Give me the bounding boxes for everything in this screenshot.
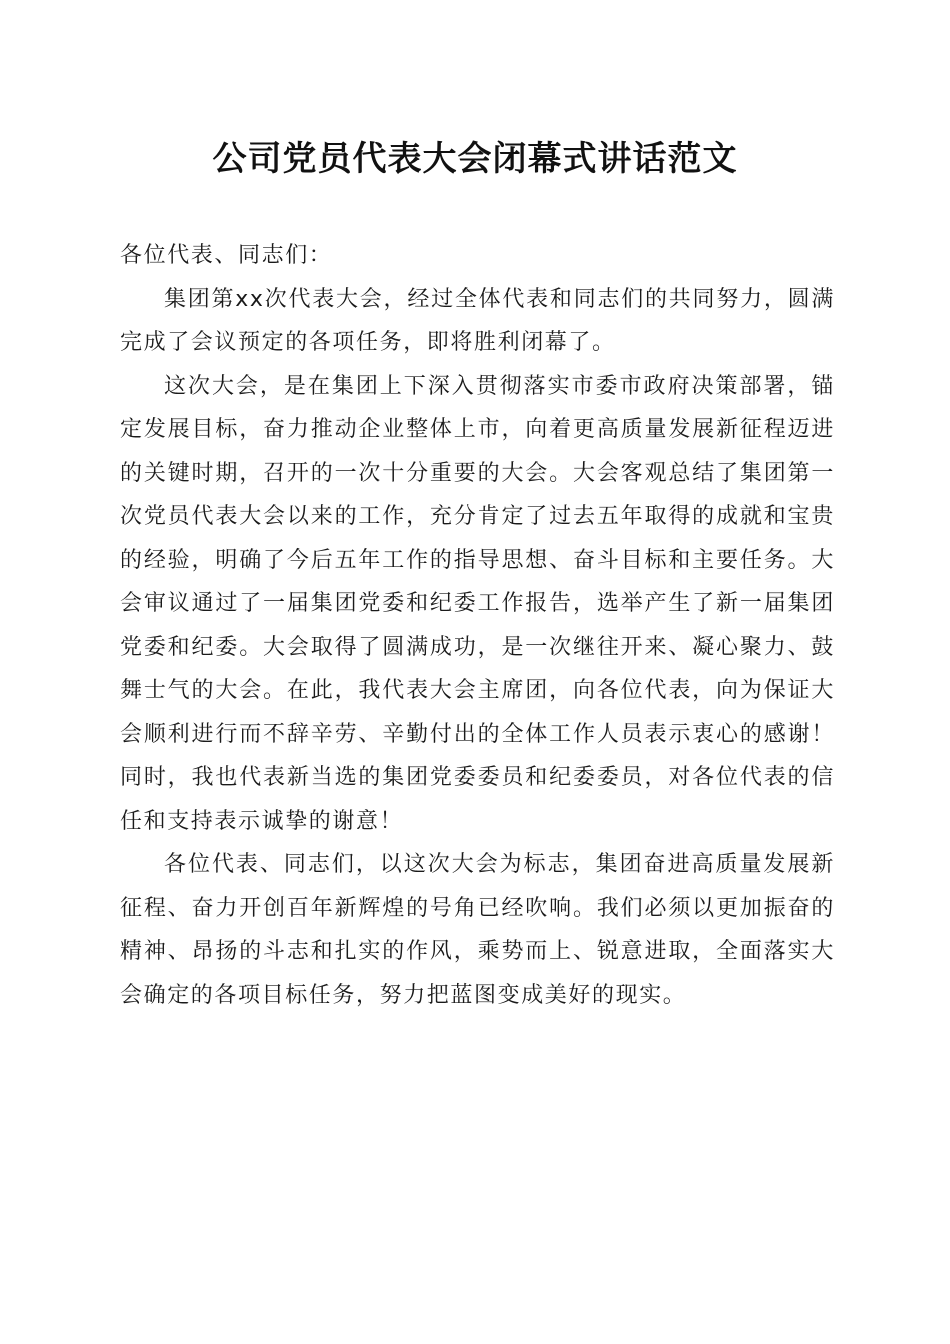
document-body [120, 234, 835, 1017]
paragraph-2: 这次大会，是在集团上下深入贯彻落实市委市政府决策部署，锚定发展目标，奋力推动企业整体上市，向着更高质量发展新征程迈进的关键时期，召开的一次十分重要的大会。大会客观总结了集团第一次党员代表大会以来的工作，充分肯定了过去五年取得的成就和宝贵的经验，明确了今后五年工作的指导思想、奋斗目标和主要任务。大会审议通过了一届集团党委和纪委工作报告，选举产生了新一届集团党委和纪委。大会取得了圆满成功，是一次继往开来、凝心聚力、鼓舞士气的大会。在此，我代表大会主席团，向各位代表，向为保证大会顺利进行而不辞辛劳、辛勤付出的全体工作人员表示衷心的感谢！同时，我也代表新当选的集团党委委员和纪委委员，对各位代表的信任和支持表示诚挚的谢意！ [120, 373, 835, 834]
paragraph-1: 集团第xx次代表大会，经过全体代表和同志们的共同努力，圆满完成了会议预定的各项任务，即将胜利闭幕了。 [120, 286, 835, 355]
paragraph-3: 各位代表、同志们，以这次大会为标志，集团奋进高质量发展新征程、奋力开创百年新辉煌的号角已经吹响。我们必须以更加振奋的精神、昂扬的斗志和扎实的作风，乘势而上、锐意进取，全面落实大会确定的各项目标任务，努力把蓝图变成美好的现实。 [120, 852, 835, 1008]
document-title: 公司党员代表大会闭幕式讲话范文 [212, 139, 738, 179]
salutation: 各位代表、同志们： [120, 243, 333, 268]
